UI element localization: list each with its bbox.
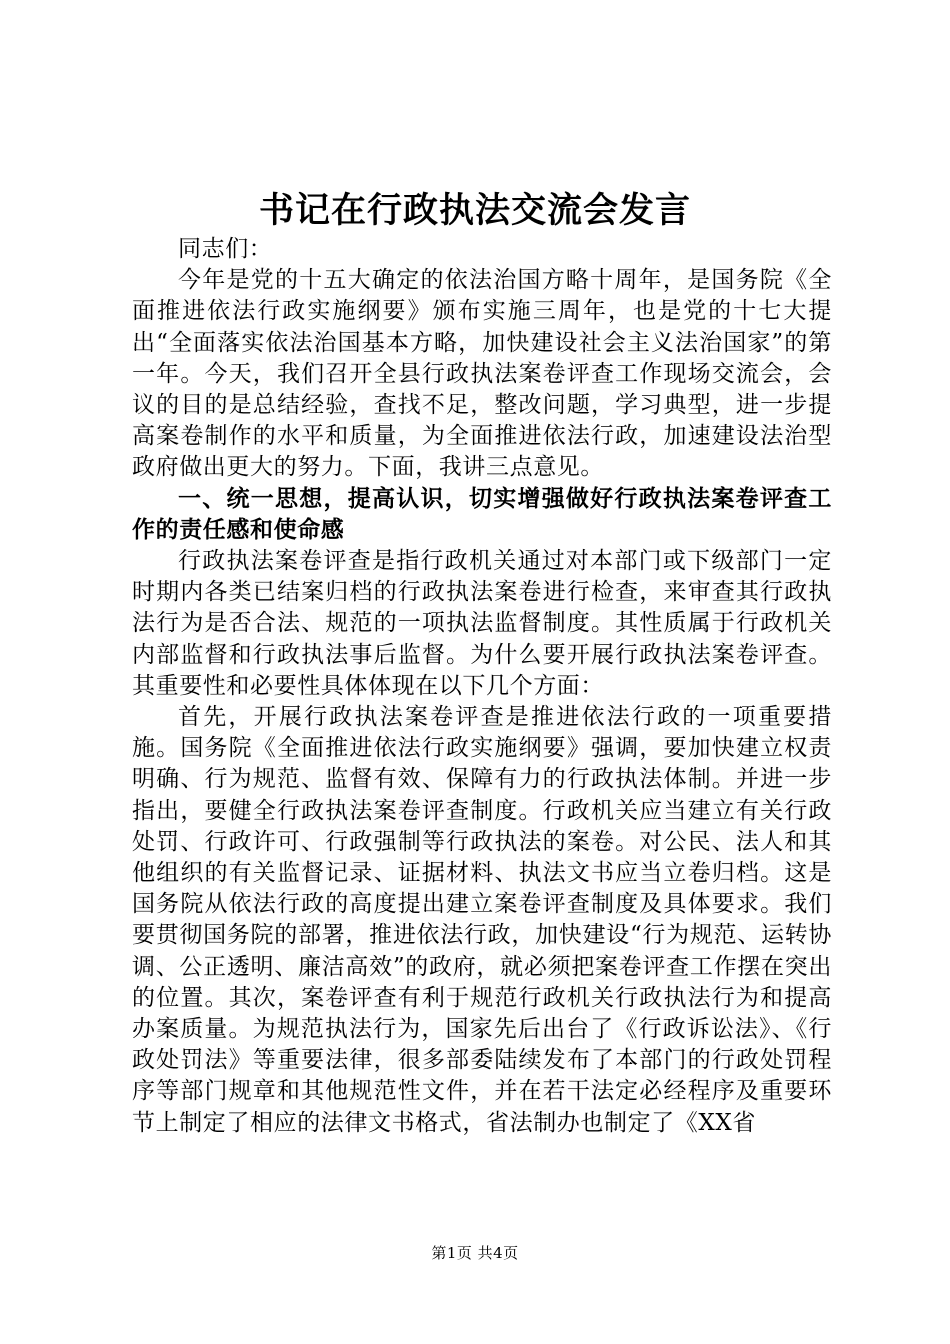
document-body	[132, 234, 832, 1139]
document-title: 书记在行政执法交流会发言	[258, 190, 691, 231]
section-heading: 一、统一思想，提高认识，切实增强做好行政执法案卷评查工作的责任感和使命感	[132, 485, 832, 543]
body-paragraph: 行政执法案卷评查是指行政机关通过对本部门或下级部门一定时期内各类已结案归档的行政执法案卷进行检查，来审查其行政执法行为是否合法、规范的一项执法监督制度。其性质属于行政机关内部监督和行政执法事后监督。为什么要开展行政执法案卷评查。其重要性和必要性具体体现在以下几个方面：	[132, 548, 832, 699]
body-paragraph: 首先，开展行政执法案卷评查是推进依法行政的一项重要措施。国务院《全面推进依法行政实施纲要》强调，要加快建立权责明确、行为规范、监督有效、保障有力的行政执法体制。并进一步指出，要健全行政执法案卷评查制度。行政机关应当建立有关行政处罚、行政许可、行政强制等行政执法的案卷。对公民、法人和其他组织的有关监督记录、证据材料、执法文书应当立卷归档。这是国务院从依法行政的高度提出建立案卷评查制度及具体要求。我们要贯彻国务院的部署，推进依法行政，加快建设“行为规范、运转协调、公正透明、廉洁高效”的政府，就必须把案卷评查工作摆在突出的位置。其次，案卷评查有利于规范行政机关行政执法行为和提高办案质量。为规范执法行为，国家先后出台了《行政诉讼法》、《行政处罚法》等重要法律，很多部委陆续发布了本部门的行政处罚程序等部门规章和其他规范性文件，并在若干法定必经程序及重要环节上制定了相应的法律文书格式，省法制办也制定了《XX省	[132, 704, 832, 1136]
page-footer: 第1页 共4页	[431, 1244, 519, 1262]
intro-paragraph: 今年是党的十五大确定的依法治国方略十周年，是国务院《全面推进依法行政实施纲要》颁布实施三周年，也是党的十七大提出“全面落实依法治国基本方略，加快建设社会主义法治国家”的第一年。今天，我们召开全县行政执法案卷评查工作现场交流会，会议的目的是总结经验，查找不足，整改问题，学习典型，进一步提高案卷制作的水平和质量，为全面推进依法行政，加速建设法治型政府做出更大的努力。下面，我讲三点意见。	[132, 267, 832, 481]
salutation-paragraph: 同志们：	[178, 236, 273, 262]
